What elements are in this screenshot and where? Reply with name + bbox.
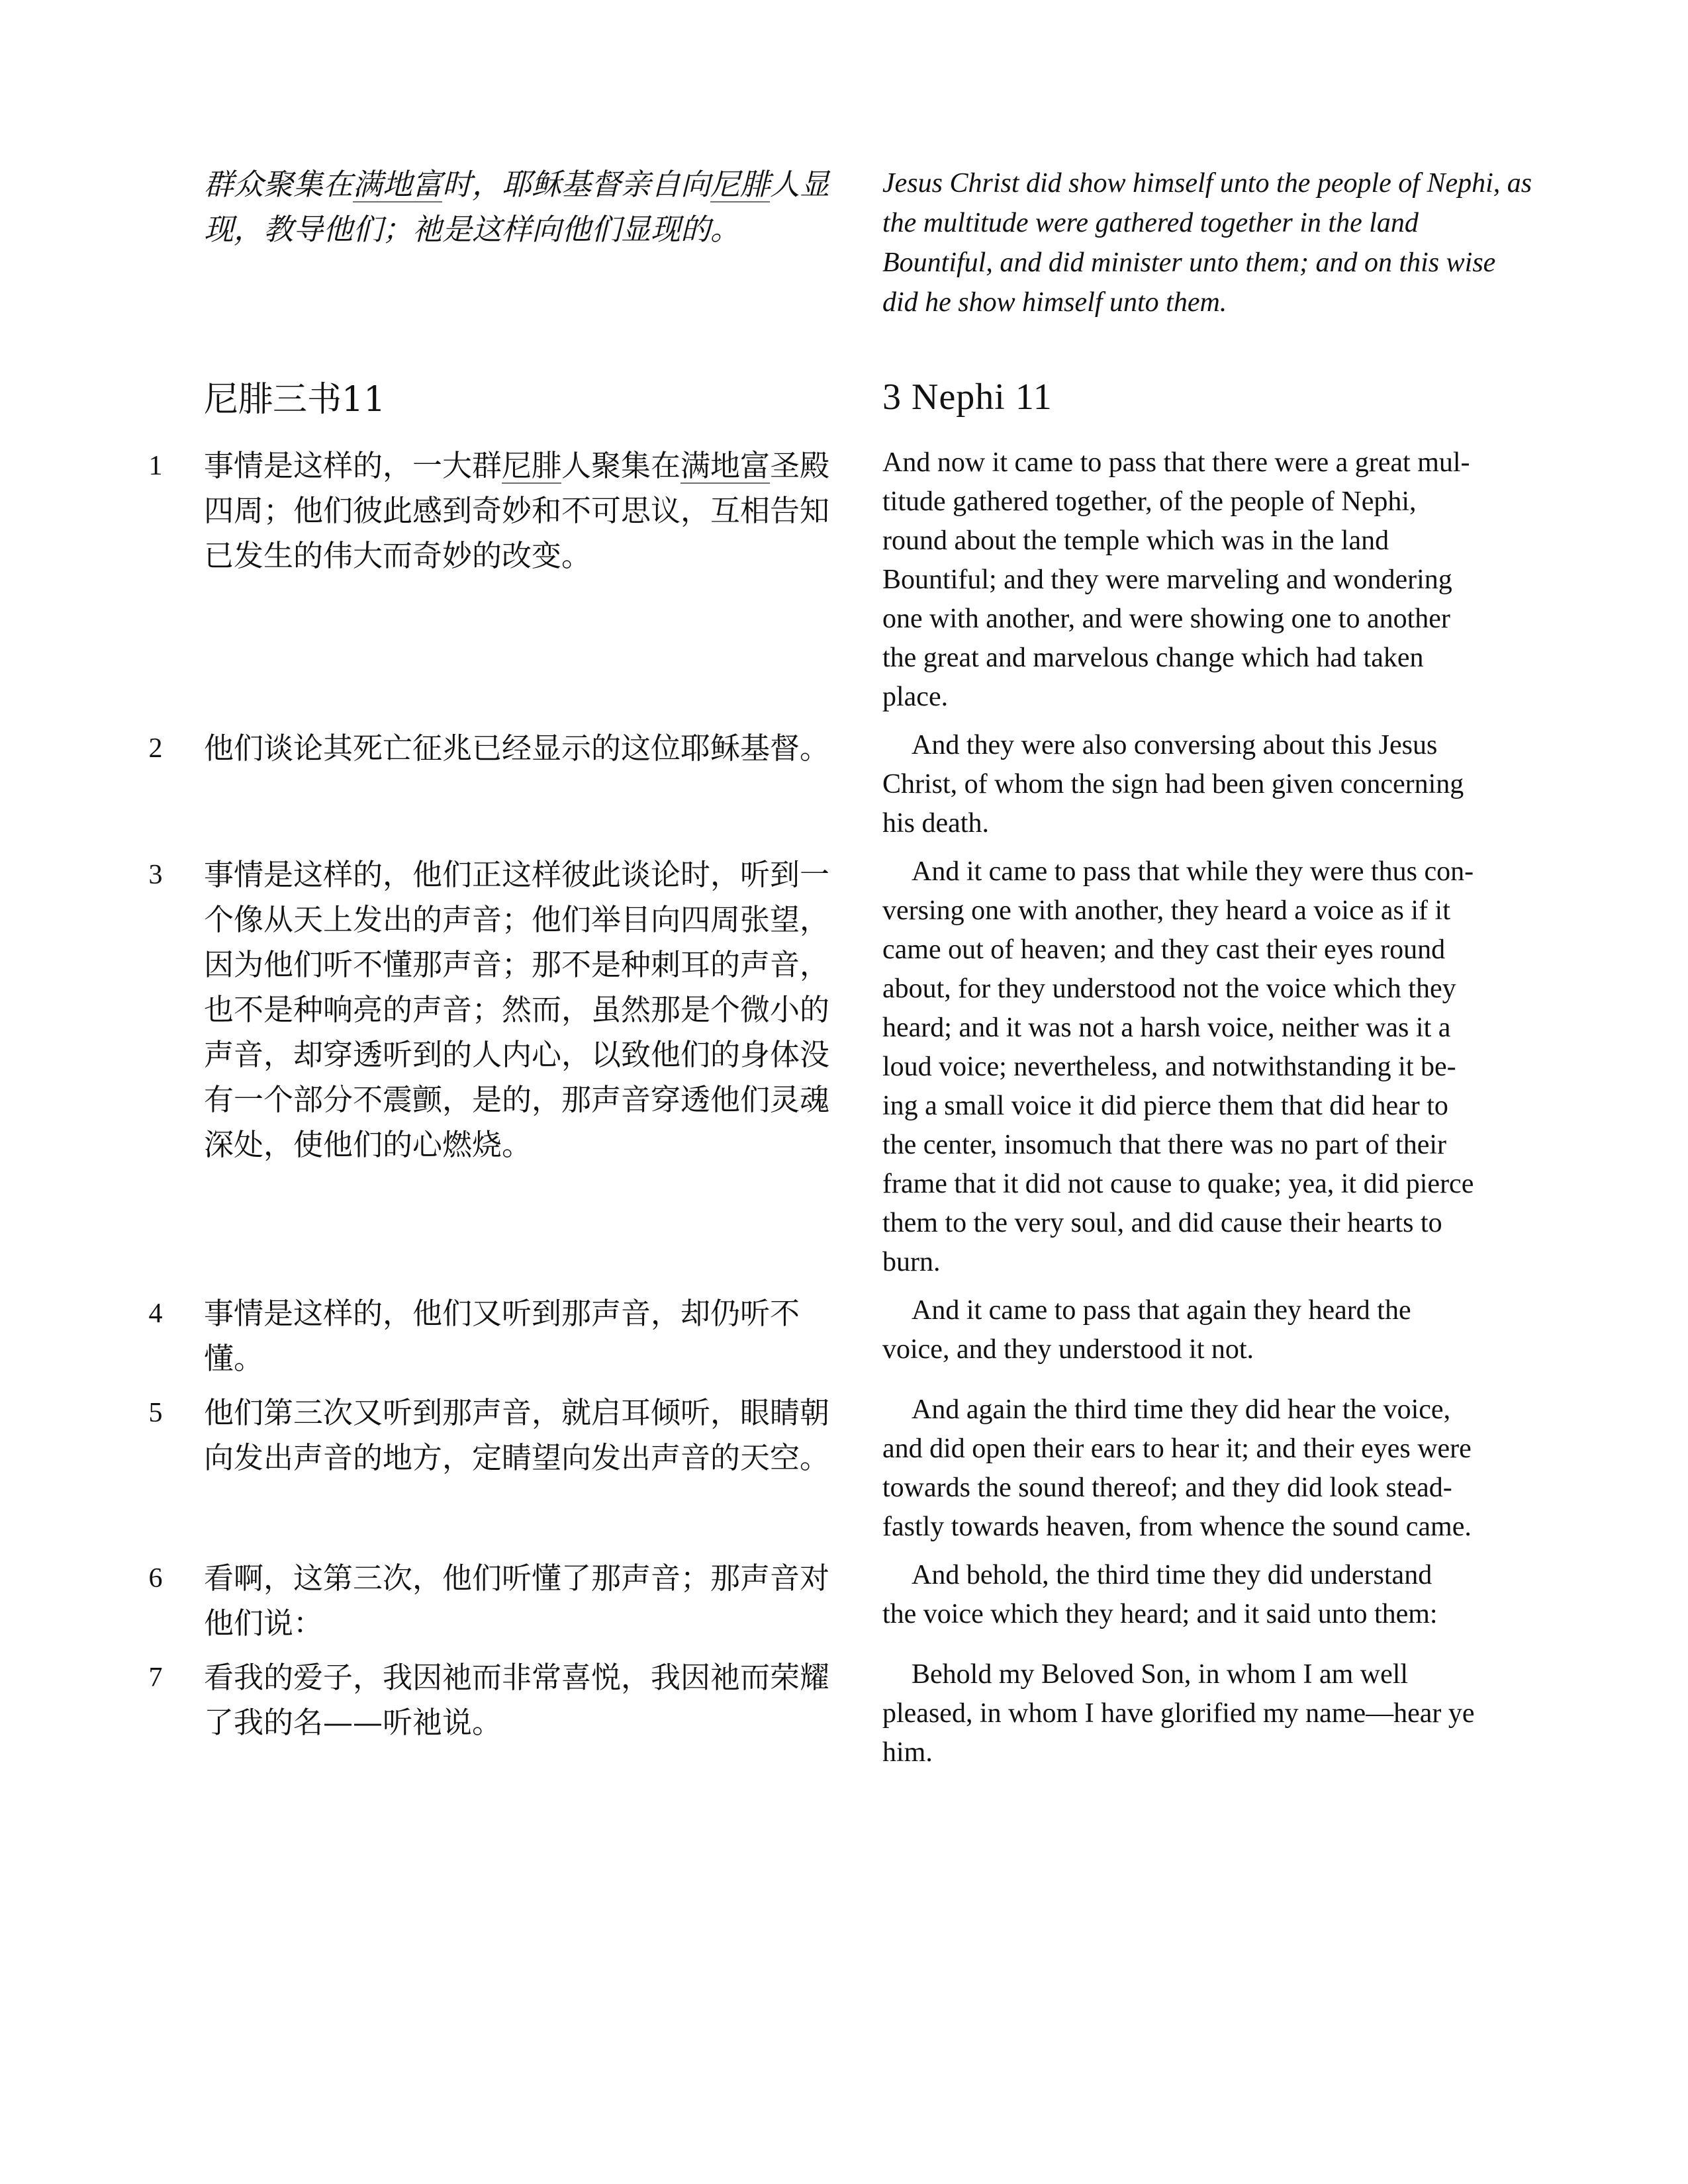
verse-number: 6 [148, 1563, 163, 1594]
verse-row-3 [146, 852, 1544, 1282]
verse-row-2 [146, 726, 1544, 843]
verse-row-7 [146, 1655, 1544, 1772]
verse-text-en: And again the third time they did hear the voice, and did open their ears to hear it; and their eyes were towards the sound thereof; and they did look stead- fastly towards heaven, from whence the sound came. [882, 1394, 1472, 1542]
verse-number: 1 [148, 451, 163, 481]
verse-number: 4 [148, 1298, 163, 1329]
verse-row-5 [146, 1390, 1544, 1547]
verse-list [146, 443, 1544, 1782]
chapter-title-en: 3 Nephi 11 [882, 377, 1053, 418]
summary-text-segment: 群众聚集在 [204, 167, 353, 202]
footnote-link-bountiful[interactable]: 满地富 [680, 448, 771, 483]
verse-text-zh: 他们第三次又听到那声音，就启耳倾听，眼睛朝 向发出声音的地方，定睛望向发出声音的天空。 [204, 1395, 830, 1475]
verse-text-en: And now it came to pass that there were a great mul- titude gathered together, of the people of Nephi, round about the temple which was in the land Bountiful; and they were marveling and wondering one with another, and were showing one to another the great and marvelous change which had taken place. [882, 447, 1470, 712]
verse-text-zh: 他们谈论其死亡征兆已经显示的这位耶稣基督。 [204, 731, 830, 766]
verse-number: 2 [148, 733, 163, 764]
verse-text-segment: 事情是这样的，一大群 [204, 448, 502, 483]
verse-text-segment: 圣殿 四周；他们彼此感到奇妙和不可思议，互相告知 已发生的伟大而奇妙的改变。 [204, 448, 830, 573]
verse-number: 3 [148, 860, 163, 890]
verse-row-6 [146, 1556, 1544, 1646]
verse-text-zh: 看我的爱子，我因祂而非常喜悦，我因祂而荣耀 了我的名——听祂说。 [204, 1660, 830, 1740]
chapter-summary [0, 162, 1688, 334]
verse-text-zh: 事情是这样的，他们又听到那声音，却仍听不 懂。 [204, 1296, 800, 1376]
footnote-link-nephi[interactable]: 尼腓 [502, 448, 562, 483]
verse-number: 5 [148, 1398, 163, 1428]
verse-text-zh: 事情是这样的，他们正这样彼此谈论时，听到一 个像从天上发出的声音；他们举目向四周张望， 因为他们听不懂那声音；那不是种刺耳的声音， 也不是种响亮的声音；然而，虽然那是个微小的 声音，却穿透听到的人内心，以致他们的身体没 有一个部分不震颤，是的，那声音穿透他们灵魂 深处，使他们的心燃烧。 [204, 857, 830, 1162]
verse-row-4 [146, 1291, 1544, 1381]
verse-text-en: And it came to pass that again they heard the voice, and they understood it not. [882, 1295, 1411, 1365]
verse-text-en: Behold my Beloved Son, in whom I am well pleased, in whom I have glorified my name—hear ye him. [882, 1659, 1475, 1768]
chapter-summary-en: Jesus Christ did show himself unto the people of Nephi, as the multitude were gathered together in the land Bountiful, and did minister unto them; and on this wise did he show himself unto them. [882, 168, 1532, 318]
chapter-summary-zh [204, 162, 829, 252]
verse-text-segment: 人聚集在 [561, 448, 681, 483]
chapter-heading [0, 371, 1688, 424]
chapter-title-zh: 尼腓三书11 [204, 380, 386, 420]
verse-text-en: And behold, the third time they did understand the voice which they heard; and it said unto them: [882, 1560, 1438, 1629]
footnote-link-nephi[interactable]: 尼腓 [710, 167, 771, 202]
summary-text-segment: 时，耶稣基督亲自向 [442, 167, 711, 202]
verse-row-1 [146, 443, 1544, 717]
footnote-link-bountiful[interactable]: 满地富 [353, 167, 443, 202]
summary-text-segment: 人显 现，教导他们；祂是这样向他们显现的。 [204, 167, 830, 247]
verse-text-zh [204, 443, 834, 578]
verse-text-en: And it came to pass that while they were thus con- versing one with another, they heard a voice as if it came out of heaven; and they cast their eyes round about, for they understood not the voice which they heard; and it was not a harsh voice, neither was it a loud voice; nevertheless, and notwithstanding it be- ing a small voice it did pierce them that did hear to the center, insomuch that there was no part of their frame that it did not cause to quake; yea, it did pierce them to the very soul, and did cause their hearts to burn. [882, 856, 1474, 1277]
verse-text-en: And they were also conversing about this Jesus Christ, of whom the sign had been given concerning his death. [882, 730, 1464, 839]
verse-text-zh: 看啊，这第三次，他们听懂了那声音；那声音对 他们说： [204, 1561, 830, 1641]
verse-number: 7 [148, 1662, 163, 1693]
